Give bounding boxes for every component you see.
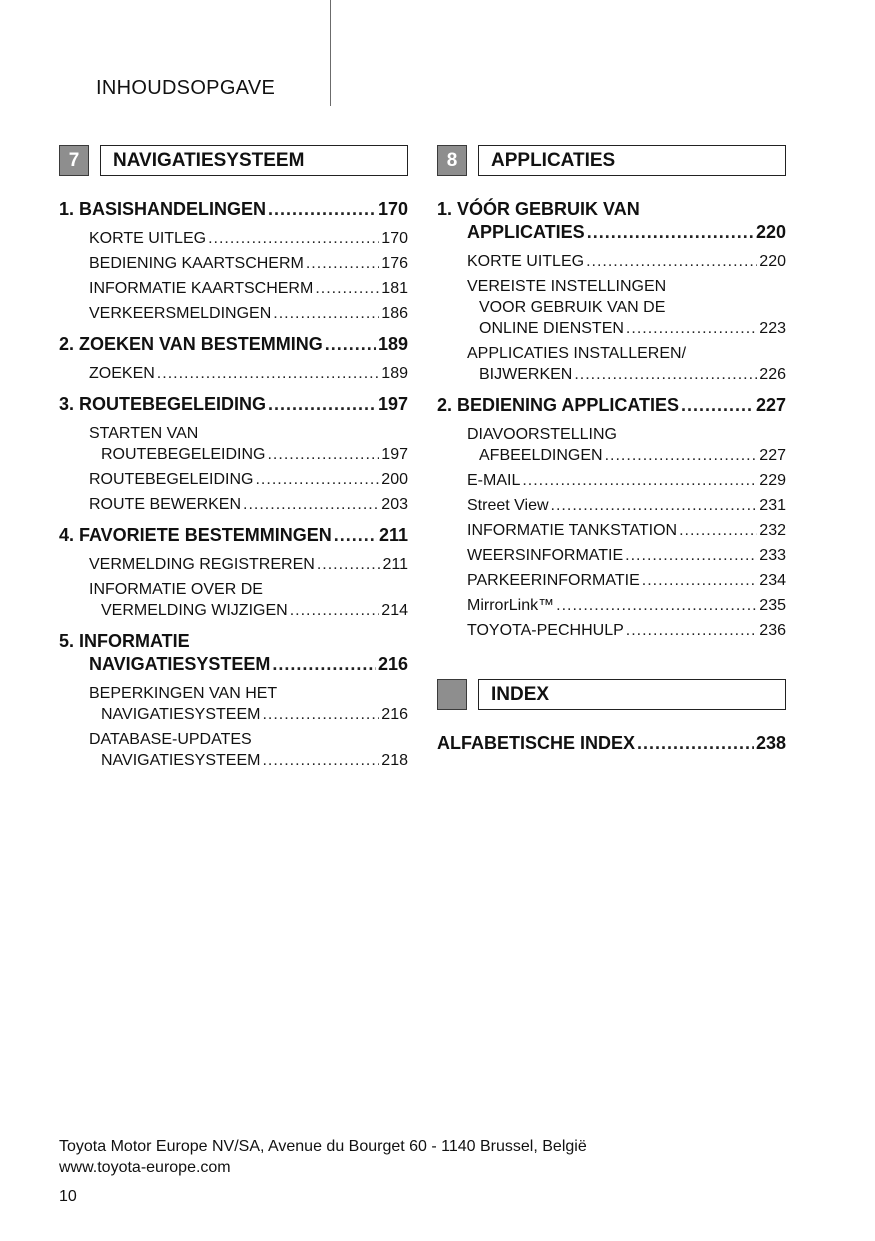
entry-title: E-MAIL	[467, 472, 521, 489]
entry-title: PARKEERINFORMATIE	[467, 572, 640, 589]
page-ref: 197	[381, 446, 408, 463]
leader-dots	[334, 524, 377, 547]
entry-title: DIAVOORSTELLING	[467, 426, 617, 443]
page-number: 10	[59, 1188, 77, 1205]
entry-title-continued: NAVIGATIESYSTEEM	[101, 752, 261, 769]
entry-title: KORTE UITLEG	[467, 253, 585, 270]
entry-title: DATABASE-UPDATES	[89, 731, 252, 748]
entry-title: WEERSINFORMATIE	[467, 547, 624, 564]
entry-title-continued: ONLINE DIENSTEN	[479, 320, 624, 337]
page-ref: 197	[377, 394, 408, 414]
toc-entry[interactable]	[89, 579, 408, 621]
toc-entry[interactable]	[89, 494, 408, 515]
page-ref: 189	[381, 365, 408, 382]
page-ref: 223	[759, 320, 786, 337]
page-ref: 231	[759, 497, 786, 514]
entry-title: INFORMATIE KAARTSCHERM	[89, 280, 314, 297]
toc-chapter[interactable]	[59, 393, 408, 416]
leader-dots	[157, 363, 380, 384]
toc-entry[interactable]	[467, 470, 786, 491]
leader-dots	[262, 750, 379, 771]
leader-dots	[551, 495, 758, 516]
toc-entry[interactable]	[89, 363, 408, 384]
entry-title: MirrorLink™	[467, 597, 555, 614]
page-ref: 189	[377, 334, 408, 354]
toc-column-index	[437, 679, 786, 755]
chapter-title: 1. BASISHANDELINGEN	[59, 199, 267, 219]
entry-title: KORTE UITLEG	[89, 230, 207, 247]
entry-title-continued: ROUTEBEGELEIDING	[101, 446, 266, 463]
page-title: INHOUDSOPGAVE	[96, 77, 276, 99]
toc-column-applications	[437, 145, 786, 641]
entry-title: VEREISTE INSTELLINGEN	[467, 278, 667, 295]
page-ref: 211	[382, 556, 408, 573]
toc-chapter[interactable]	[437, 732, 786, 755]
toc-chapter[interactable]	[437, 394, 786, 417]
leader-dots	[556, 595, 757, 616]
leader-dots	[268, 393, 376, 416]
entry-title-continued: BIJWERKEN	[479, 366, 573, 383]
page-ref: 216	[377, 654, 408, 674]
section-title: NAVIGATIESYSTEEM	[100, 145, 408, 176]
section-title: INDEX	[478, 679, 786, 710]
entry-title-continued: AFBEELDINGEN	[479, 447, 603, 464]
chapter-title: 2. BEDIENING APPLICATIES	[437, 395, 680, 415]
chapter-title: 2. ZOEKEN VAN BESTEMMING	[59, 334, 323, 354]
page-ref: 211	[378, 525, 408, 545]
toc-entry[interactable]	[89, 423, 408, 465]
leader-dots	[625, 545, 757, 566]
toc-entry[interactable]	[89, 554, 408, 575]
leader-dots	[626, 620, 758, 641]
entry-title: INFORMATIE OVER DE	[89, 581, 263, 598]
leader-dots	[317, 554, 381, 575]
entry-title: ROUTEBEGELEIDING	[89, 471, 254, 488]
leader-dots	[267, 444, 379, 465]
entry-title: Street View	[467, 497, 549, 514]
toc-entry[interactable]	[467, 424, 786, 466]
page-ref: 234	[759, 572, 786, 589]
section-header	[59, 145, 408, 176]
toc-chapter[interactable]	[59, 198, 408, 221]
page-ref: 235	[759, 597, 786, 614]
entry-title: BEPERKINGEN VAN HET	[89, 685, 278, 702]
toc-entry[interactable]	[467, 276, 786, 339]
page-ref: 238	[755, 733, 786, 753]
entry-title-continued: VERMELDING WIJZIGEN	[101, 602, 288, 619]
chapter-title: 4. FAVORIETE BESTEMMINGEN	[59, 525, 332, 545]
toc-entry[interactable]	[89, 683, 408, 725]
leader-dots	[262, 704, 379, 725]
chapter-title-continued: APPLICATIES	[467, 222, 585, 242]
chapter-title-continued: NAVIGATIESYSTEEM	[89, 654, 271, 674]
publisher-footer	[59, 1136, 587, 1178]
leader-dots	[273, 303, 379, 324]
page-ref: 181	[381, 280, 408, 297]
toc-column-navigation	[59, 145, 408, 771]
toc-entry[interactable]	[467, 595, 786, 616]
page-ref: 233	[759, 547, 786, 564]
page-ref: 200	[381, 471, 408, 488]
page-ref: 236	[759, 622, 786, 639]
leader-dots	[587, 221, 754, 244]
entry-title: VERKEERSMELDINGEN	[89, 305, 272, 322]
section-header	[437, 679, 786, 710]
entry-title: BEDIENING KAARTSCHERM	[89, 255, 304, 272]
leader-dots	[605, 445, 758, 466]
entry-title: TOYOTA-PECHHULP	[467, 622, 624, 639]
entry-title: INFORMATIE TANKSTATION	[467, 522, 678, 539]
page-ref: 232	[759, 522, 786, 539]
page-ref: 218	[381, 752, 408, 769]
section-number-badge: 8	[437, 145, 467, 176]
entry-title: ROUTE BEWERKEN	[89, 496, 242, 513]
toc-entry[interactable]	[467, 343, 786, 385]
entry-title: ZOEKEN	[89, 365, 155, 382]
leader-dots	[306, 253, 379, 274]
leader-dots	[243, 494, 379, 515]
toc-chapter[interactable]	[59, 333, 408, 356]
chapter-title: 5. INFORMATIE	[59, 631, 190, 651]
page-ref: 229	[759, 472, 786, 489]
toc-entry[interactable]	[467, 620, 786, 641]
publisher-website: www.toyota-europe.com	[59, 1159, 231, 1176]
page-ref: 220	[759, 253, 786, 270]
leader-dots	[586, 251, 757, 272]
toc-chapter[interactable]	[59, 524, 408, 547]
leader-dots	[325, 333, 376, 356]
page-ref: 227	[759, 447, 786, 464]
leader-dots	[626, 318, 757, 339]
leader-dots	[681, 394, 754, 417]
leader-dots	[268, 198, 376, 221]
page-ref: 220	[755, 222, 786, 242]
page-ref: 226	[759, 366, 786, 383]
page-ref: 203	[381, 496, 408, 513]
toc-entry[interactable]	[467, 545, 786, 566]
section-title: APPLICATIES	[478, 145, 786, 176]
toc-entry[interactable]	[89, 729, 408, 771]
leader-dots	[255, 469, 379, 490]
page-ref: 227	[755, 395, 786, 415]
toc-entry[interactable]	[89, 278, 408, 299]
page-ref: 170	[381, 230, 408, 247]
leader-dots	[522, 470, 757, 491]
leader-dots	[637, 732, 754, 755]
page-ref: 176	[381, 255, 408, 272]
leader-dots	[290, 600, 380, 621]
entry-title: STARTEN VAN	[89, 425, 199, 442]
toc-entry[interactable]	[467, 570, 786, 591]
page-ref: 170	[377, 199, 408, 219]
toc-chapter[interactable]	[437, 198, 786, 244]
leader-dots	[208, 228, 379, 249]
toc-entry[interactable]	[467, 251, 786, 272]
entry-title-continued: NAVIGATIESYSTEEM	[101, 706, 261, 723]
entry-title-continued: VOOR GEBRUIK VAN DE	[479, 299, 666, 316]
leader-dots	[272, 653, 376, 676]
leader-dots	[642, 570, 758, 591]
section-number-badge	[437, 679, 467, 710]
entry-title: VERMELDING REGISTREREN	[89, 556, 315, 573]
section-number-badge: 7	[59, 145, 89, 176]
publisher-address: Toyota Motor Europe NV/SA, Avenue du Bourget 60 - 1140 Brussel, België	[59, 1138, 587, 1155]
toc-entry[interactable]	[89, 303, 408, 324]
chapter-title: 1. VÓÓR GEBRUIK VAN	[437, 199, 640, 219]
page-ref: 214	[381, 602, 408, 619]
leader-dots	[574, 364, 757, 385]
leader-dots	[679, 520, 757, 541]
section-header	[437, 145, 786, 176]
toc-chapter[interactable]	[59, 630, 408, 676]
toc-entry[interactable]	[467, 495, 786, 516]
toc-entry[interactable]	[89, 253, 408, 274]
page-ref: 186	[381, 305, 408, 322]
toc-entry[interactable]	[467, 520, 786, 541]
page-ref: 216	[381, 706, 408, 723]
toc-entry[interactable]	[89, 469, 408, 490]
header-divider-line	[330, 0, 331, 106]
chapter-title: ALFABETISCHE INDEX	[437, 733, 636, 753]
leader-dots	[315, 278, 379, 299]
entry-title: APPLICATIES INSTALLEREN/	[467, 345, 687, 362]
chapter-title: 3. ROUTEBEGELEIDING	[59, 394, 267, 414]
toc-entry[interactable]	[89, 228, 408, 249]
